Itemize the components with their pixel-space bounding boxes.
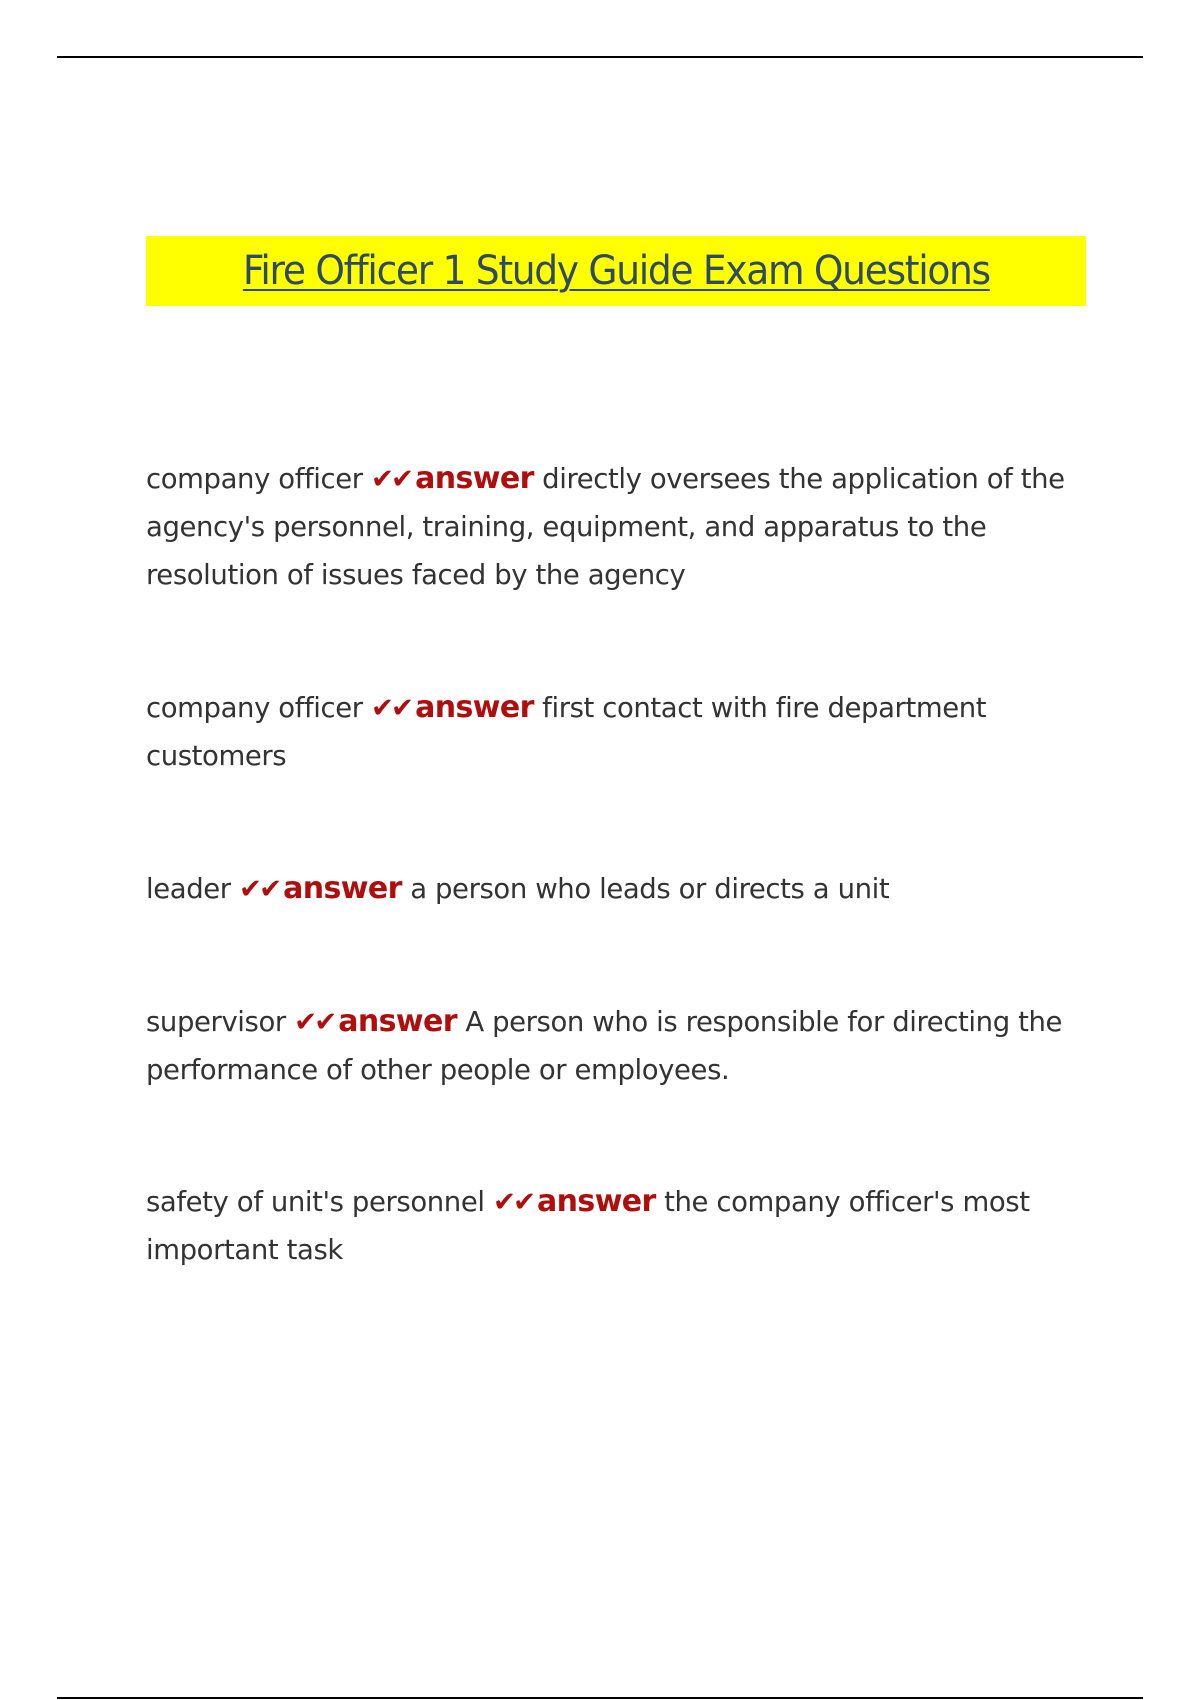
check-icon: ✔✔ bbox=[239, 873, 280, 905]
check-icon: ✔✔ bbox=[371, 463, 412, 495]
entry-term: supervisor bbox=[146, 1006, 286, 1038]
entry-term: safety of unit's personnel bbox=[146, 1186, 485, 1218]
qa-entry bbox=[146, 455, 1086, 599]
footer-rule bbox=[57, 1697, 1143, 1699]
entry-term: company officer bbox=[146, 692, 363, 724]
answer-label: answer bbox=[415, 461, 534, 496]
answer-label: answer bbox=[283, 871, 402, 906]
entry-definition: directly oversees the application of the agency's personnel, training, equipment, and apparatus to the resolution of issues faced by the agency bbox=[146, 463, 1065, 591]
answer-label: answer bbox=[537, 1184, 656, 1219]
header-rule bbox=[57, 56, 1143, 58]
entry-term: leader bbox=[146, 873, 231, 905]
qa-entry bbox=[146, 998, 1086, 1094]
entry-definition: first contact with fire department customers bbox=[146, 692, 987, 772]
check-icon: ✔✔ bbox=[294, 1006, 335, 1038]
page-title: Fire Officer 1 Study Guide Exam Questions bbox=[242, 248, 990, 294]
check-icon: ✔✔ bbox=[492, 1186, 534, 1218]
entry-term: company officer bbox=[146, 463, 363, 495]
entry-definition: a person who leads or directs a unit bbox=[410, 873, 890, 905]
entry-definition: the company officer's most important task bbox=[146, 1186, 1030, 1266]
qa-entry bbox=[146, 684, 1086, 780]
answer-label: answer bbox=[415, 690, 534, 725]
qa-entry bbox=[146, 1178, 1086, 1274]
answer-label: answer bbox=[338, 1004, 457, 1039]
check-icon: ✔✔ bbox=[371, 692, 412, 724]
qa-entry bbox=[146, 865, 1086, 913]
entry-definition: A person who is responsible for directing the performance of other people or employees. bbox=[146, 1006, 1063, 1086]
title-highlight bbox=[146, 236, 1086, 306]
